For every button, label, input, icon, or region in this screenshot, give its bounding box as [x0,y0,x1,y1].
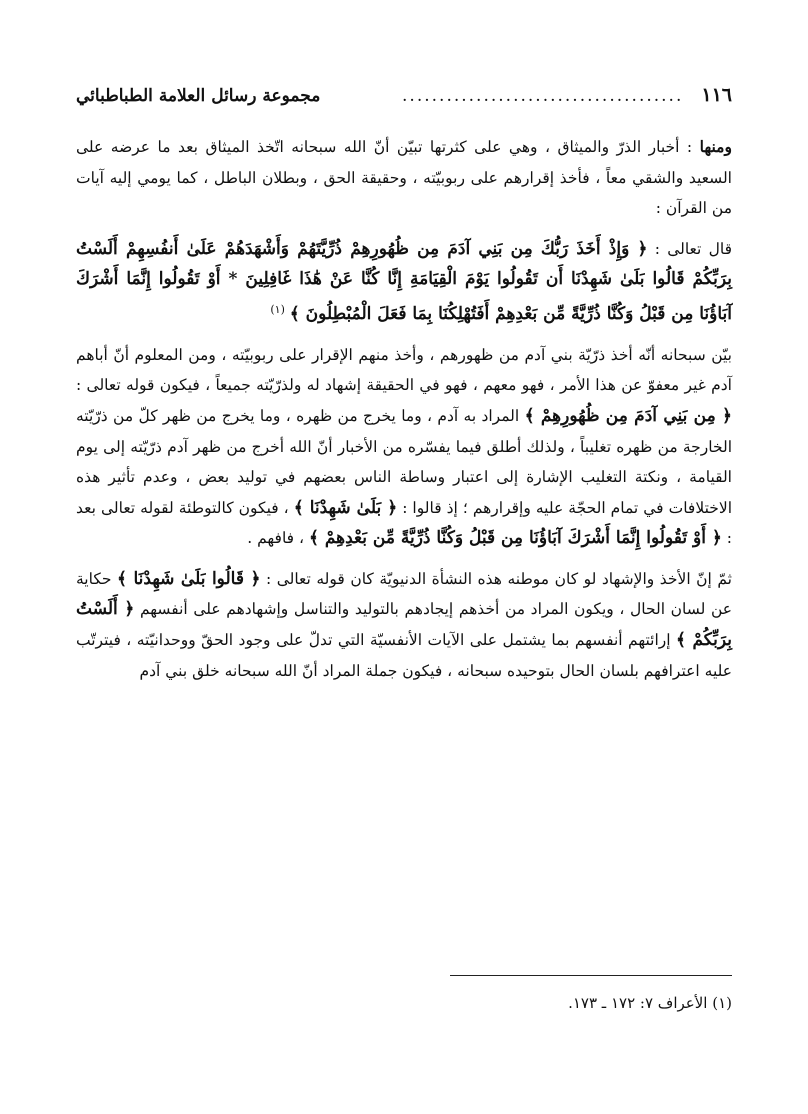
footnote-divider [450,975,732,976]
footnote: (١) الأعراف ٧: ١٧٢ ـ ١٧٣. [568,994,732,1012]
paragraph-lead: ومنها [699,137,732,156]
quran-verse: ﴿ مِن بَنِي آدَمَ مِن ظُهُورِهِمْ ﴾ [524,405,732,426]
paragraph-text: : أخبار الذرّ والميثاق ، وهي على كثرتها تبيّن أنّ الله سبحانه اتّخذ الميثاق بعد ما عرضه على السعيد والشقي معاً ، فأخذ إقرارهم على ربوبيّته ، وحقيقة الحق ، وبطلان الباطل ، كما يومي إليه آيات من القرآن : [76,138,732,218]
paragraph-text: المراد به آدم ، وما يخرج من ظهره ، وما يخرج من ظهر كلّ من ذرّيّته الخارجة من ظهره تغليباً ، ولذلك أطلق فيما يفسّره من الأخبار أنّ الله أخرج من ظهر آدم ذرّيّته إلى يوم القيامة ، ونكتة التغليب الإشارة إلى اعتبار وساطة الناس بعضهم في توليد بعض ، وعدم تأثير هذه الاختلافات في تمام الحجّة عليه وإقرارهم ؛ إذ قالوا : [76,406,732,517]
verse-intro: قال تعالى : [654,239,732,258]
quran-verse: ﴿ أَوْ تَقُولُوا إِنَّمَا أَشْرَكَ آبَاؤُنَا مِن قَبْلُ وَكُنَّا ذُرِّيَّةً مِّن بَعْدِهِمْ ﴾ [308,528,722,549]
quran-verse: ﴿ قَالُوا بَلَىٰ شَهِدْنَا ﴾ [117,568,261,589]
page-number: ١١٦ [701,84,732,106]
paragraph-1 [76,132,732,224]
header-dots: ...................................... [402,86,684,106]
page-body [76,84,732,686]
quran-verse: ﴿ بَلَىٰ شَهِدْنَا ﴾ [293,497,398,518]
footnote-marker: (١) [270,302,285,316]
paragraph-4 [76,564,732,686]
paragraph-3 [76,340,732,554]
running-header [76,84,732,122]
paragraph-text: إرائتهم أنفسهم بما يشتمل على الآيات الأنفسيّة التي تدلّ على وجود الحقّ ووحدانيّته ، فيترتّب عليه اعترافهم بلسان الحال بتوحيده سبحانه ، فيكون جملة المراد أنّ الله سبحانه خلق بني آدم [76,631,732,680]
paragraph-text: ، فافهم . [247,529,305,548]
paragraph-2 [76,234,732,330]
paragraph-text: بيّن سبحانه أنّه أخذ ذرّيّة بني آدم من ظهورهم ، وأخذ منهم الإقرار على ربوبيّته ، ومن المعلوم أنّ أباهم آدم غير معفوّ عن هذا الأمر ، فهو معهم ، فهو في الحقيقة إشهاد له ولذرّيّته جميعاً ، فيكون قوله تعالى : [76,345,732,395]
quran-verse: ﴿ أَلَسْتُ بِرَبِّكُمْ ﴾ [76,599,732,651]
book-title: مجموعة رسائل العلامة الطباطبائي [76,86,321,106]
paragraph-text: ثمّ إنّ الأخذ والإشهاد لو كان موطنه هذه النشأة الدنيويّة كان قوله تعالى : [265,569,732,588]
paragraph-text: حكاية عن لسان الحال ، ويكون المراد من أخذهم إيجادهم بالتوليد والتناسل وإشهادهم على أنفسهم [76,569,733,619]
paragraph-text: ، فيكون كالتوطئة لقوله تعالى بعد : [76,498,732,548]
quran-verse: ﴿ وَإِذْ أَخَذَ رَبُّكَ مِن بَنِي آدَمَ مِن ظُهُورِهِمْ ذُرِّيَّتَهُمْ وَأَشْهَدَهُمْ عَلَىٰ أَنفُسِهِمْ أَلَسْتُ بِرَبِّكُمْ قَالُوا بَلَىٰ شَهِدْنَا أَن تَقُولُوا يَوْمَ الْقِيَامَةِ إِنَّا كُنَّا عَنْ هَٰذَا غَافِلِينَ * أَوْ تَقُولُوا إِنَّمَا أَشْرَكَ آبَاؤُنَا مِن قَبْلُ وَكُنَّا ذُرِّيَّةً مِّن بَعْدِهِمْ أَفَتُهْلِكُنَا بِمَا فَعَلَ الْمُبْطِلُونَ ﴾ [76,238,732,325]
